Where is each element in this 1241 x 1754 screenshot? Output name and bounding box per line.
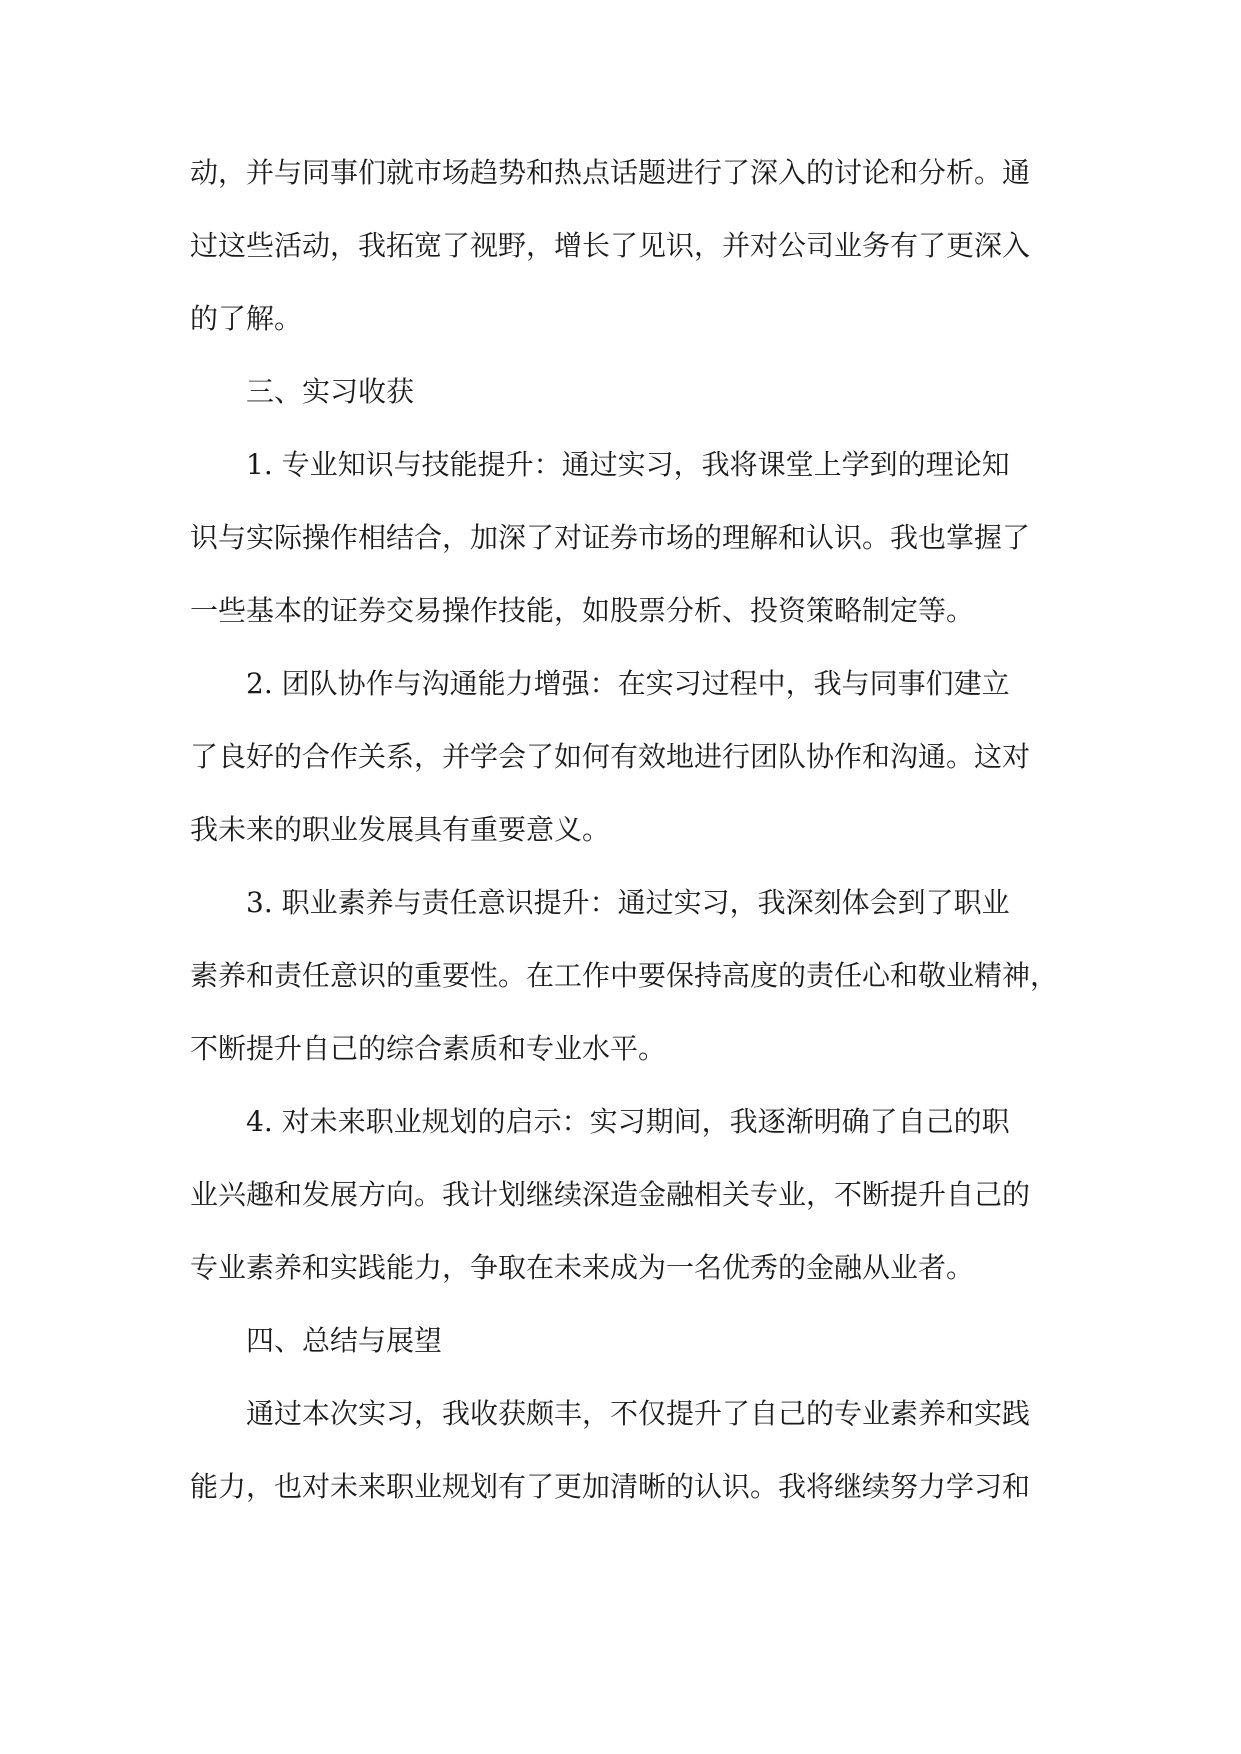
- list-item-3: 3. 职业素养与责任意识提升：通过实习，我深刻体会到了职业: [246, 886, 1010, 919]
- text-line: 业兴趣和发展方向。我计划继续深造金融相关专业，不断提升自己的: [190, 1178, 1031, 1211]
- text-line: 一些基本的证券交易操作技能，如股票分析、投资策略制定等。: [190, 594, 975, 627]
- section-heading-3: 三、实习收获: [246, 375, 415, 408]
- text-line: 过这些活动，我拓宽了视野，增长了见识，并对公司业务有了更深入: [190, 229, 1031, 262]
- text-line: 不断提升自己的综合素质和专业水平。: [190, 1032, 667, 1065]
- paragraph-start: 通过本次实习，我收获颇丰，不仅提升了自己的专业素养和实践: [246, 1397, 1031, 1430]
- text-line: 动，并与同事们就市场趋势和热点话题进行了深入的讨论和分析。通: [190, 156, 1031, 189]
- text-line: 能力，也对未来职业规划有了更加清晰的认识。我将继续努力学习和: [190, 1470, 1031, 1503]
- list-item-1: 1. 专业知识与技能提升：通过实习，我将课堂上学到的理论知: [246, 448, 1010, 481]
- text-line: 了良好的合作关系，并学会了如何有效地进行团队协作和沟通。这对: [190, 740, 1031, 773]
- list-item-4: 4. 对未来职业规划的启示：实习期间，我逐渐明确了自己的职: [246, 1105, 1010, 1138]
- text-line: 识与实际操作相结合，加深了对证券市场的理解和认识。我也掌握了: [190, 521, 1031, 554]
- list-item-2: 2. 团队协作与沟通能力增强：在实习过程中，我与同事们建立: [246, 667, 1010, 700]
- section-heading-4: 四、总结与展望: [246, 1324, 443, 1357]
- text-line: 素养和责任意识的重要性。在工作中要保持高度的责任心和敬业精神，: [190, 959, 1059, 992]
- text-line: 专业素养和实践能力，争取在未来成为一名优秀的金融从业者。: [190, 1251, 975, 1284]
- text-line: 我未来的职业发展具有重要意义。: [190, 813, 611, 846]
- text-line: 的了解。: [190, 302, 303, 335]
